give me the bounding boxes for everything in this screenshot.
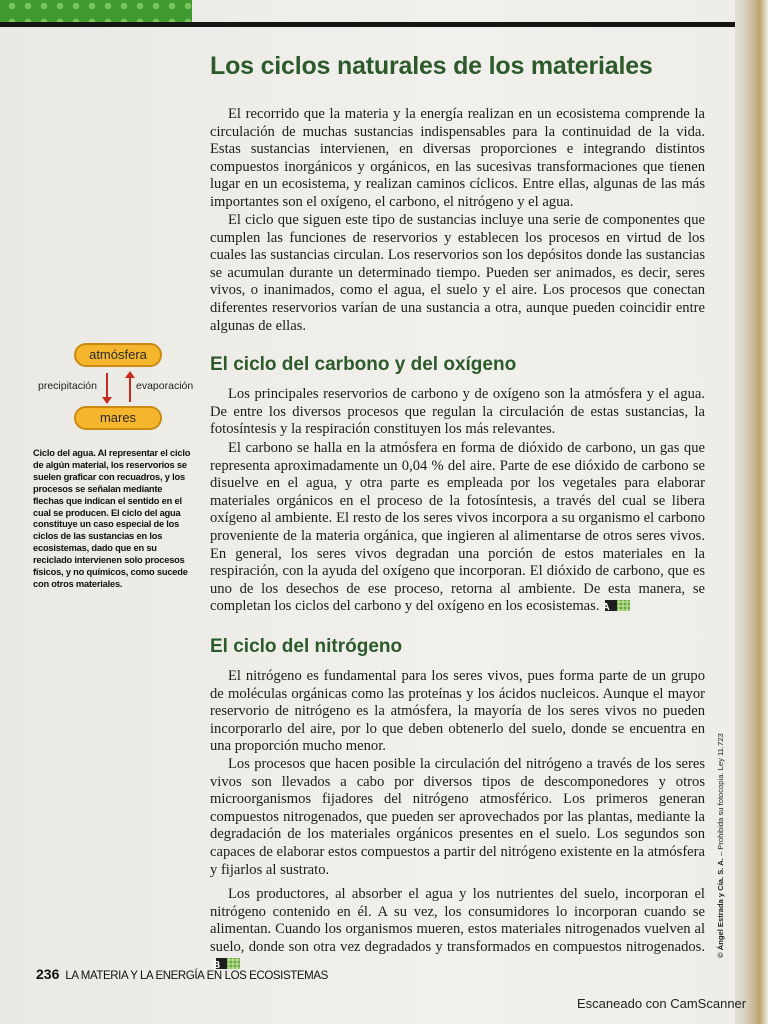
page-title: Los ciclos naturales de los materiales — [210, 52, 653, 80]
carbon-paragraph-2-text: El carbono se halla en la atmósfera en forma de dióxido de carbono, un gas que representa aproximadamente un 0,04 % del aire. Parte de ese dióxido de carbono se disuelve en el agua, y otra parte es empleada por los vegetales para elaborar materiales orgánicos en el proceso de la fotosíntesis, a través del cual se libera oxígeno al ambiente. El resto de los seres vivos incorpora a su organismo el carbono proveniente de la materia orgánica, que ingieren al alimentarse de otros seres vivos. En general, los seres vivos degradan una porción de estos materiales en la respiración, con la ayuda del oxígeno que incorporan. El dióxido de carbono, que es uno de los desechos de ese proceso, retorna al ambiente. De esta manera, se completan los ciclos del carbono y del oxígeno en los ecosistemas. — [210, 440, 705, 615]
nitrogen-paragraph-3-text: Los productores, al absorber el agua y los nutrientes del suelo, incorporan el nitrógeno contenido en él. A su vez, los consumidores lo incorporan cuando se alimentan. Cuando los organismos mueren, estos materiales nitrogenados vuelven al suelo, donde son otra vez degradados y transformados en compuestos nitrogenados. — [210, 886, 705, 955]
intro-paragraph-1: El recorrido que la materia y la energía realizan en un ecosistema comprende la circulación de muchas sustancias indispensables para la continuidad de la vida. Estas sustancias intervienen, en diversas proporciones e integrando distintos compuestos inorgánicos y orgánicos, en las sucesivas transformaciones que tienen lugar en un ecosistema, y realizan caminos cíclicos. Entre ellas, algunas de las más importantes son el oxígeno, el carbono, el nitrógeno y el agua. — [210, 106, 705, 210]
scanner-watermark: Escaneado con CamScanner — [577, 996, 747, 1011]
copyright-notice — [716, 733, 725, 958]
intro-paragraph-2: El ciclo que siguen este tipo de sustancias incluye una serie de componentes que cumplen las funciones de reservorios y establecen los procesos en virtud de los cuales las sustancias circulan. Los reservorios son los depósitos donde las sustancias se acumulan durante un determinado tiempo. Pueden ser animados, es decir, seres vivos, o inanimados, como el agua, el suelo y el aire. Los procesos que conectan diferentes reservorios varían de una sustancia a otra, aunque pueden coincidir entre algunas de ellas. — [210, 212, 705, 334]
precipitation-label: precipitación — [38, 380, 97, 392]
decorative-top-band — [0, 0, 192, 22]
carbon-paragraph-1: Los principales reservorios de carbono y de oxígeno son la atmósfera y el agua. De entre los diversos procesos que regulan la circulación de estas sustancias, la fotosíntesis y la respiración constituyen los más relevantes. — [210, 386, 705, 438]
marker-a-label: A — [602, 602, 610, 614]
nitrogen-paragraph-2: Los procesos que hacen posible la circulación del nitrógeno a través de los seres vivos son llevados a cabo por diversos tipos de descomponedores y otros microorganismos fijadores del nitrógeno atmosférico. Los primeros generan compuestos nitrogenados, que pueden ser aprovechados por las plantas, mediante la degradación de los materiales orgánicos presentes en el suelo. Los segundos son capaces de elaborar estos compuestos a partir del nitrógeno existente en la atmósfera y fijarlos al sustrato. — [210, 756, 705, 878]
top-rule — [0, 22, 740, 27]
figure-caption: Ciclo del agua. Al representar el ciclo de algún material, los reservorios se suelen graficar con recuadros, y los procesos se señalan mediante flechas que indican el sentido en el cual se producen. El ciclo del agua constituye un caso especial de los ciclos de las sustancias en los ecosistemas, dado que en su reciclado intervienen solo procesos físicos, y no químicos, como sucede con otros materiales. — [33, 448, 191, 589]
copyright-holder: © Ángel Estrada y Cía. S. A. — [716, 858, 725, 958]
nitrogen-paragraph-3 — [210, 886, 705, 975]
carbon-section-heading: El ciclo del carbono y del oxígeno — [210, 354, 517, 375]
reservoir-seas: mares — [74, 406, 162, 430]
evaporation-arrow-icon — [129, 376, 131, 402]
nitrogen-section-heading: El ciclo del nitrógeno — [210, 636, 403, 657]
marker-b-label: B — [213, 960, 221, 972]
carbon-paragraph-2 — [210, 440, 705, 617]
copyright-law: – Prohibida su fotocopia. Ley 11.723 — [716, 733, 725, 859]
reservoir-atmosphere: atmósfera — [74, 343, 162, 367]
precipitation-arrow-icon — [106, 373, 108, 399]
book-page-edge — [735, 0, 768, 1024]
marker-a-pattern-icon — [617, 600, 630, 611]
nitrogen-paragraph-1: El nitrógeno es fundamental para los seres vivos, pues forma parte de un grupo de moléculas orgánicas como las proteínas y los ácidos nucleicos. Aunque el mayor reservorio de nitrógeno es la atmósfera, la mayoría de los seres vivos no pueden incorporarlo del aire, por lo que deben obtenerlo del suelo, donde se encuentra en una proporción mucho menor. — [210, 668, 705, 755]
page-footer — [36, 966, 328, 984]
evaporation-label: evaporación — [136, 380, 194, 392]
page-number: 236 — [36, 966, 60, 982]
footer-section-title: LA MATERIA Y LA ENERGÍA EN LOS ECOSISTEMAS — [65, 970, 328, 982]
